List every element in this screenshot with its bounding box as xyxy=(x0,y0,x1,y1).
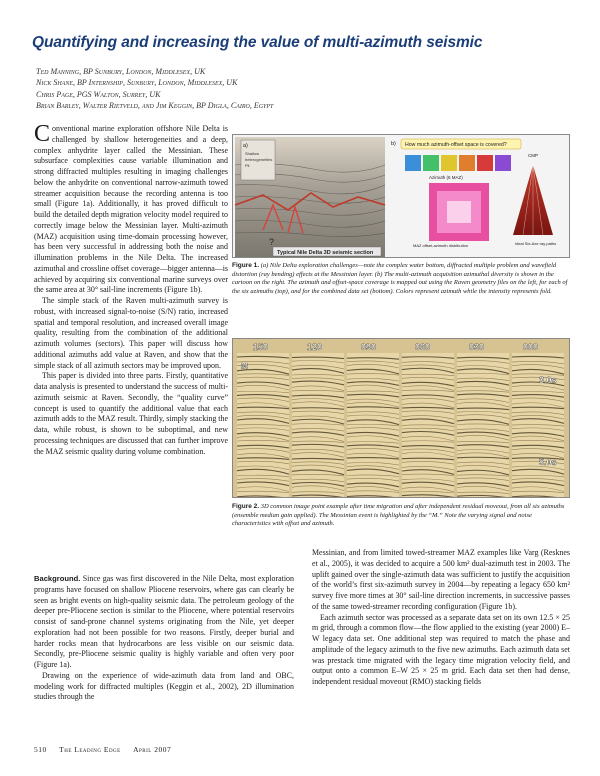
messinian-marker: M xyxy=(241,362,248,371)
maz-distribution-label: MAZ offset-azimuth distribution xyxy=(413,243,469,248)
panel-b-label: b) xyxy=(391,141,396,147)
drop-cap: C xyxy=(34,121,51,147)
figure-2 xyxy=(232,338,570,498)
figure-2-caption xyxy=(232,503,570,529)
paragraph-text: Since gas was first discovered in the Nile Delta, most exploration programs have focused on shallow Pliocene reservoirs, where gas can clearly be seen as bright events on high-quality seismic data. The petroleum geology of the deeper pre-Pliocene section is similar to the Pliocene, where potential reservoirs consist of sand-prone channel systems originating from the Nile, yet deeper exploration had not been possible for two reasons. Firstly, deeper burial and harder rocks mean that hydrocarbons are less visible on our seismic data. Secondly, pre-Pliocene seismic quality is highly variable and often very poor (Figure 1a). xyxy=(34,574,294,669)
issue-date: April 2007 xyxy=(133,745,172,754)
caption-text: 3D common image point example after time migration and after independent residual moveout, from all six azimuths (ensemble median gain applied). The Messinian event is highlighted by the “M.” Note the varying signal and noise characteristics with offset and azimuth. xyxy=(232,503,565,528)
panel-a-annotation: Pli xyxy=(245,163,250,168)
paragraph: The simple stack of the Raven multi-azimuth survey is robust, with increased signal-to-noise (S/N) ratio, increased spatial and temporal resolution, and increased overall image quality, resulting from the combination of the additional azimuth volumes (sectors). This paper will discuss how additional azimuths add value at Raven, and show that the simple stack of all azimuth sectors may be improved upon. xyxy=(34,296,228,370)
paragraph: Messinian, and from limited towed-streamer MAZ examples like Varg (Resknes et al., 2005), it was decided to acquire a 500 km² dual-azimuth test in 2003. The uplift gained over the single-azimuth data was sufficient to justify the acquisition of the world’s first six-azimuth survey in 2004—by repeating a legacy 650 km² survey five more times at 30° sail-line direction increments, in successive passes of the same towed-streamer recording configuration (Figure 1b). xyxy=(312,548,570,611)
azimuth-label: 150 xyxy=(253,342,269,352)
page-footer xyxy=(34,745,181,754)
azimuth-label: 030 xyxy=(469,342,485,352)
azimuth-label: 060 xyxy=(415,342,431,352)
figure-1 xyxy=(232,134,570,258)
caption-label: Figure 1. xyxy=(232,262,260,269)
azimuth-label: 090 xyxy=(361,342,377,352)
paragraph: Each azimuth sector was processed as a separate data set on its own 12.5 × 25 m grid, through a common flow—the flow applied to the existing (year 2000) E–W legacy data set. One additional step was required to match the phase and amplitude of the legacy azimuth to the five new azimuths. Each azimuth data set was prestack time migrated with the legacy time migration velocity field, and output onto a common E–W 25 × 25 m grid. Each data set then had dense, independent residual moveout (RMO) stacking fields xyxy=(312,612,570,686)
journal-name: The Leading Edge xyxy=(59,745,121,754)
figure-1-graphic xyxy=(233,135,570,258)
author-line: Ted Manning, BP Sunbury, London, Middlesex, UK xyxy=(36,67,206,76)
panel-a-caption: Typical Nile Delta 3D seismic section xyxy=(277,250,374,256)
question-mark: ? xyxy=(269,237,275,247)
caption-text: (a) Nile Delta exploration challenges—note the complex water bottom, diffracted multiple problem and wavefield distortion (ray bending) effects at the Messinian layer. (b) The multi-azimuth acquisition azimuthal diversity is shown in the cartoon on the right. The azimuth and offset-space coverage is mapped out using the Raven geometry files on the left, for each of the six azimuths (top), and for the combined data set (bottom). Colors represent azimuth while the intensity represents fold. xyxy=(232,262,568,295)
azimuth-label: 120 xyxy=(307,342,323,352)
time-label-3s: 3.0s xyxy=(539,375,557,385)
paragraph-text: onventional marine exploration offshore Nile Delta is challenged by shallow heterogeneities and a deep, complex anhydrite layer called the Messinian. These subsurface complexities cause variable illumination and strong diffracted multiples resulting in imaging challenges below the anhydrite on conventional narrow-azimuth towed streamer acquisition because the recording antenna is too small (Figure 1a). Additionally, it has proved difficult to build the detailed depth migration velocity model required to correctly image below the Messinian layer. Multi-azimuth (MAZ) acquisition using time-domain processing however, has been very successful in addressing both the noise and illumination problems in the Nile Delta. The increased azimuthal and crossline offset coverage—bigger antenna—is achieved by acquiring six conventional marine surveys over the same area at 30° sail-line increments (Figure 1b). xyxy=(34,124,228,295)
cmp-label: CMP xyxy=(528,153,538,158)
figure-2-graphic xyxy=(233,339,570,498)
page-number: 510 xyxy=(34,745,47,754)
left-column xyxy=(34,121,228,457)
bottom-left-column xyxy=(34,574,294,703)
figure-1-caption xyxy=(232,262,570,296)
paragraph xyxy=(34,574,294,671)
paragraph: This paper is divided into three parts. Firstly, quantitative data analysis is presented to understand the success of multi-azimuth seismic at Raven. Secondly, the “quality curve” concept is used to quantify the additional value that each azimuth adds to the MAZ result. Thirdly, simply stacking the data, while robust, is shown to be suboptimal, and new processing techniques are discussed that can further improve the MAZ seismic quality during volume combination. xyxy=(34,371,228,456)
paragraph xyxy=(34,121,228,296)
time-label-5s: 5.0s xyxy=(539,457,557,467)
caption-label: Figure 2. xyxy=(232,503,260,510)
paragraph: Drawing on the experience of wide-azimuth data from land and OBC, modeling work for diffracted multiples (Keggin et al., 2002), 2D illumination studies through the xyxy=(34,670,294,702)
ray-paths-label: Ideal Six-Axe ray paths xyxy=(515,241,557,246)
panel-a-annotation: heterogeneities xyxy=(245,157,273,162)
author-line: Chris Page, PGS Walton, Surrey, UK xyxy=(36,89,161,99)
author-line: Nick Shane, BP Internship, Sunbury, London, Middlesex, UK xyxy=(36,78,238,88)
azimuth-label: 000 xyxy=(523,342,539,352)
six-azimuth-label: Azimuth (6 MAZ) xyxy=(429,175,463,180)
section-heading: Background. xyxy=(34,574,81,583)
author-list xyxy=(36,66,556,112)
panel-a-annotation: Shallow xyxy=(245,151,260,156)
article-title: Quantifying and increasing the value of multi-azimuth seismic xyxy=(32,34,483,51)
author-line: Brian Barley, Walter Rietveld, and Jim Keggin, BP Digla, Cairo, Egypt xyxy=(36,101,274,111)
panel-a-label: a) xyxy=(243,143,248,149)
panel-b-question: How much azimuth-offset space is covered? xyxy=(405,142,507,148)
bottom-right-column xyxy=(312,548,570,688)
